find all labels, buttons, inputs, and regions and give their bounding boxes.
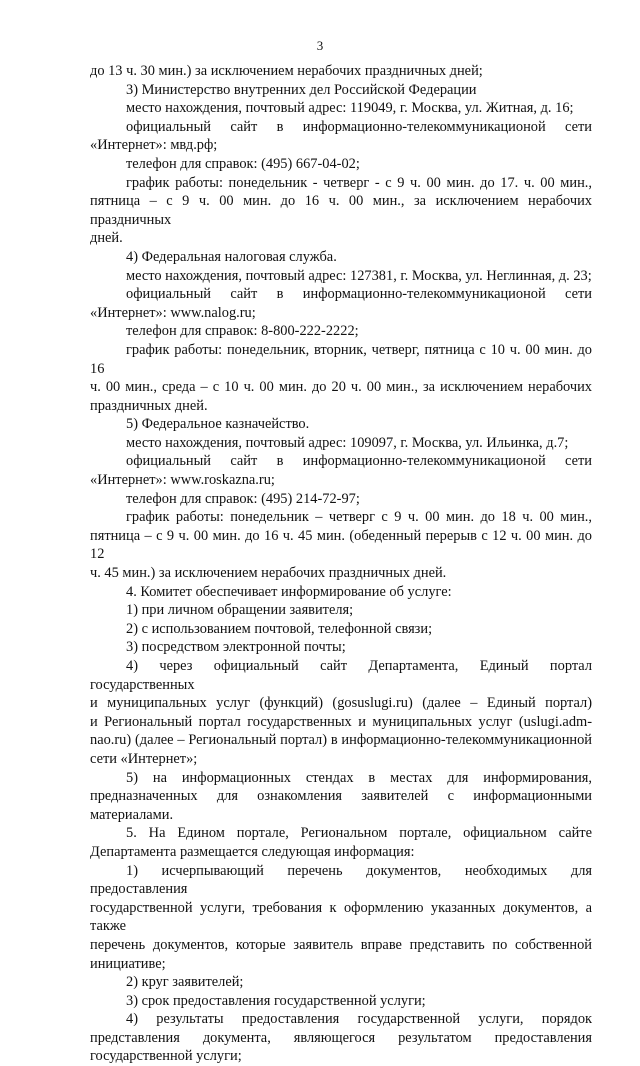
text-line: официальный сайт в информационно-телекоммуникационой сети <box>126 453 592 470</box>
text-line: пятница – с 9 ч. 00 мин. до 16 ч. 45 мин. (обеденный перерыв с 12 ч. 00 мин. до 12 <box>90 527 592 563</box>
text-line: 3) посредством электронной почты; <box>126 639 346 656</box>
text-line: официальный сайт в информационно-телекоммуникационой сети <box>126 118 592 135</box>
text-line: 4) Федеральная налоговая служба. <box>126 248 337 265</box>
text-line: 5. На Едином портале, Региональном портале, официальном сайте <box>126 825 592 842</box>
text-line: телефон для справок: (495) 667-04-02; <box>126 155 360 172</box>
document-body <box>90 62 592 1066</box>
text-line: 1) исчерпывающий перечень документов, необходимых для предоставления <box>90 862 592 898</box>
text-line: ч. 00 мин., среда – с 10 ч. 00 мин. до 20 ч. 00 мин., за исключением нерабочих <box>90 379 592 396</box>
text-line: место нахождения, почтовый адрес: 127381, г. Москва, ул. Неглинная, д. 23; <box>126 267 592 284</box>
text-line: график работы: понедельник - четверг - с 9 ч. 00 мин. до 17. ч. 00 мин., <box>126 174 592 191</box>
text-line: предназначенных для ознакомления заявителей с информационными материалами. <box>90 788 592 823</box>
text-line: «Интернет»: мвд.рф; <box>90 137 218 154</box>
text-line: и муниципальных услуг (функций) (gosuslugi.ru) (далее – Единый портал) <box>90 695 592 712</box>
text-line: 2) с использованием почтовой, телефонной связи; <box>126 620 433 637</box>
text-line: и Региональный портал государственных и муниципальных услуг (uslugi.adm- <box>90 713 592 730</box>
text-line: представления документа, являющегося результатом предоставления <box>90 1029 592 1046</box>
text-line: инициативе; <box>90 955 166 972</box>
text-line: график работы: понедельник, вторник, четверг, пятница с 10 ч. 00 мин. до 16 <box>90 341 592 377</box>
text-line: место нахождения, почтовый адрес: 119049, г. Москва, ул. Житная, д. 16; <box>126 100 574 117</box>
text-line: государственной услуги; <box>90 1048 242 1065</box>
text-line: место нахождения, почтовый адрес: 109097, г. Москва, ул. Ильинка, д.7; <box>126 434 569 451</box>
text-line: 4) результаты предоставления государственной услуги, порядок <box>126 1011 592 1028</box>
page-number: 3 <box>316 38 324 53</box>
text-line: 4) через официальный сайт Департамента, Единый портал государственных <box>90 658 592 693</box>
text-line: государственной услуги, требования к оформлению указанных документов, а также <box>90 899 592 935</box>
text-line: официальный сайт в информационно-телекоммуникационой сети <box>126 286 592 303</box>
text-line: 4. Комитет обеспечивает информирование об услуге: <box>126 583 452 600</box>
text-line: Департамента размещается следующая информация: <box>90 843 415 860</box>
text-line: сети «Интернет»; <box>90 750 198 767</box>
text-line: график работы: понедельник – четверг с 9 ч. 00 мин. до 18 ч. 00 мин., <box>126 509 592 526</box>
text-line: до 13 ч. 30 мин.) за исключением нерабочих праздничных дней; <box>90 63 483 79</box>
text-line: 3) Министерство внутренних дел Российской Федерации <box>126 81 477 98</box>
text-line: nao.ru) (далее – Региональный портал) в информационно-телекоммуникационной <box>90 732 592 749</box>
text-line: дней. <box>90 230 123 247</box>
text-line: «Интернет»: www.roskazna.ru; <box>90 472 275 489</box>
text-line: телефон для справок: 8-800-222-2222; <box>126 323 359 340</box>
text-line: 1) при личном обращении заявителя; <box>126 602 354 619</box>
text-line: праздничных дней. <box>90 397 208 414</box>
text-line: пятница – с 9 ч. 00 мин. до 16 ч. 00 мин., за исключением нерабочих праздничных <box>90 193 592 228</box>
text-line: 3) срок предоставления государственной услуги; <box>126 992 426 1009</box>
text-line: 5) Федеральное казначейство. <box>126 416 310 433</box>
text-line: телефон для справок: (495) 214-72-97; <box>126 490 360 507</box>
text-line: перечень документов, которые заявитель вправе представить по собственной <box>90 936 592 953</box>
text-line: «Интернет»: www.nalog.ru; <box>90 304 256 321</box>
text-line: 5) на информационных стендах в местах для информирования, <box>126 769 592 786</box>
text-line: 2) круг заявителей; <box>126 974 244 991</box>
text-line: ч. 45 мин.) за исключением нерабочих праздничных дней. <box>90 565 447 582</box>
